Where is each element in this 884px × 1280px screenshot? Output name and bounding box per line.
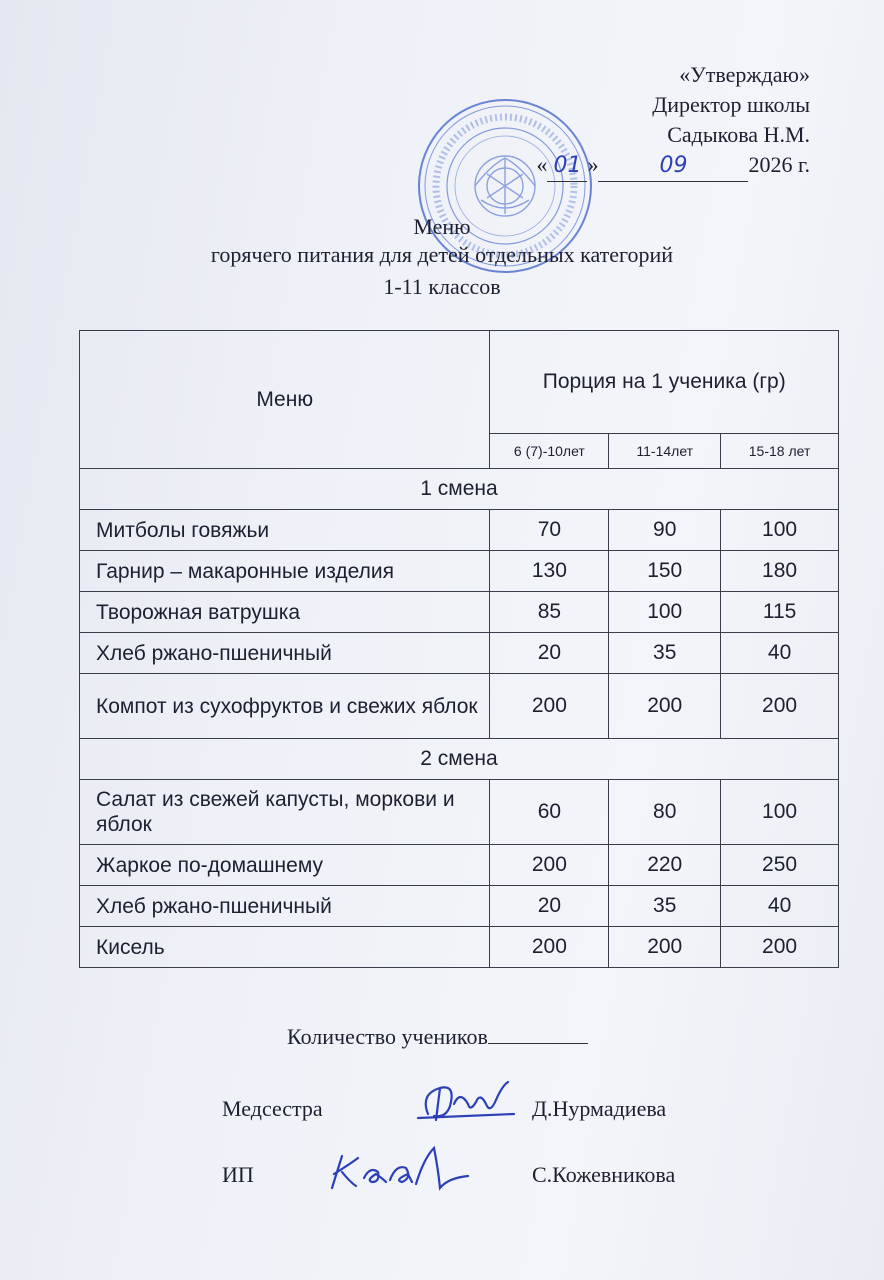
students-count-label: Количество учеников [287, 1024, 488, 1049]
menu-subtitle: горячего питания для детей отдельных категорий [210, 242, 674, 267]
portion-value: 200 [490, 674, 609, 739]
nurse-signature [410, 1074, 520, 1134]
date-month: 09 [659, 153, 688, 178]
portion-value: 100 [721, 780, 839, 845]
director-title: Директор школы [652, 92, 810, 117]
state-emblem-icon [475, 156, 535, 216]
portion-value: 200 [609, 927, 721, 968]
director-name: Садыкова Н.М. [667, 122, 810, 147]
header-portion: Порция на 1 ученика (гр) [490, 331, 839, 434]
date-day: 01 [553, 153, 582, 178]
students-count [287, 1024, 588, 1050]
table-row [80, 886, 839, 927]
portion-value: 60 [490, 780, 609, 845]
students-count-blank [488, 1043, 588, 1044]
table-row [80, 674, 839, 739]
menu-grades: 1-11 классов [383, 274, 501, 299]
table-row [80, 845, 839, 886]
dish-name: Гарнир – макаронные изделия [80, 551, 490, 592]
table-row [80, 780, 839, 845]
dish-name: Хлеб ржано-пшеничный [80, 633, 490, 674]
portion-value: 35 [609, 633, 721, 674]
dish-name: Компот из сухофруктов и свежих яблок [80, 674, 490, 739]
approval-title: «Утверждаю» [679, 62, 810, 87]
age-group-3: 15-18 лет [721, 434, 839, 469]
shift-1-label: 1 смена [80, 469, 839, 510]
dish-name: Жаркое по-домашнему [80, 845, 490, 886]
ip-role: ИП [222, 1162, 254, 1187]
portion-value: 100 [721, 510, 839, 551]
portion-value: 100 [609, 592, 721, 633]
age-group-2: 11-14лет [609, 434, 721, 469]
portion-value: 35 [609, 886, 721, 927]
header-menu: Меню [80, 331, 490, 469]
approval-block [536, 60, 810, 182]
portion-value: 85 [490, 592, 609, 633]
age-group-1: 6 (7)-10лет [490, 434, 609, 469]
portion-value: 200 [490, 845, 609, 886]
portion-value: 180 [721, 551, 839, 592]
portion-value: 40 [721, 886, 839, 927]
portion-value: 200 [721, 674, 839, 739]
ip-signature [320, 1138, 480, 1204]
portion-value: 70 [490, 510, 609, 551]
dish-name: Хлеб ржано-пшеничный [80, 886, 490, 927]
portion-value: 40 [721, 633, 839, 674]
portion-value: 220 [609, 845, 721, 886]
portion-value: 20 [490, 633, 609, 674]
dish-name: Кисель [80, 927, 490, 968]
portion-value: 80 [609, 780, 721, 845]
dish-name: Митболы говяжьи [80, 510, 490, 551]
shift-2-label: 2 смена [80, 739, 839, 780]
table-row [80, 633, 839, 674]
portion-value: 200 [721, 927, 839, 968]
table-row [80, 927, 839, 968]
date-quote-open: « [536, 152, 548, 177]
portion-value: 200 [490, 927, 609, 968]
portion-value: 20 [490, 886, 609, 927]
approval-date [536, 150, 810, 182]
dish-name: Творожная ватрушка [80, 592, 490, 633]
nurse-role: Медсестра [222, 1096, 323, 1121]
portion-value: 115 [721, 592, 839, 633]
menu-title: Меню [413, 214, 471, 239]
portion-value: 150 [609, 551, 721, 592]
portion-value: 200 [609, 674, 721, 739]
portion-value: 130 [490, 551, 609, 592]
menu-table [79, 330, 839, 968]
portion-value: 250 [721, 845, 839, 886]
dish-name: Салат из свежей капусты, моркови и яблок [80, 780, 490, 845]
table-row [80, 592, 839, 633]
ip-name: С.Кожевникова [532, 1162, 676, 1187]
date-quote-close: » [587, 152, 599, 177]
table-row [80, 510, 839, 551]
portion-value: 90 [609, 510, 721, 551]
date-year: 2026 г. [748, 152, 810, 177]
table-row [80, 551, 839, 592]
nurse-name: Д.Нурмадиева [532, 1096, 667, 1121]
